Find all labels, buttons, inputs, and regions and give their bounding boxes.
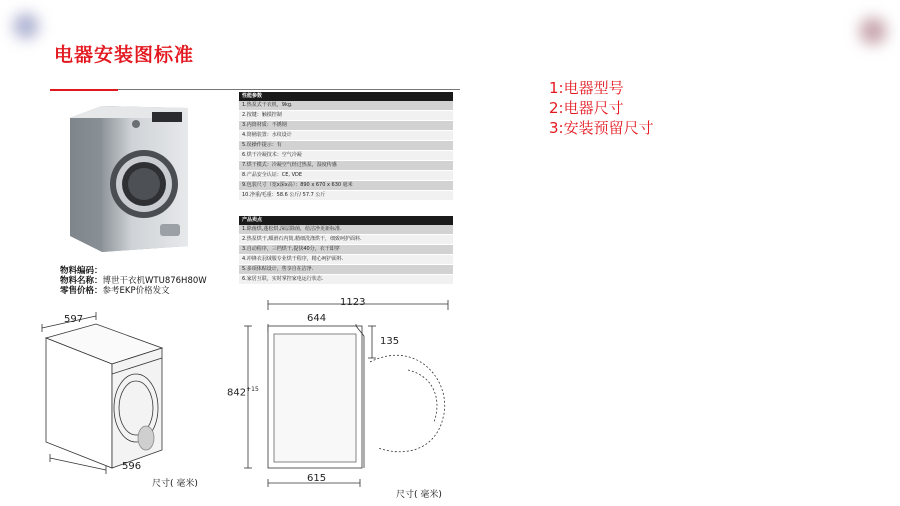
feature-row: 5.多项体贴设计，售享自在洁净. [239, 265, 453, 275]
material-name-line [60, 276, 207, 286]
spec-row: 10.净重/毛重：58.6 公斤/ 57.7 公斤 [239, 191, 453, 201]
retail-price-line [60, 286, 207, 296]
spec-row: 3.内筒材质：不锈钢 [239, 121, 453, 131]
feature-row: 4.冲锋衣羽绒服专业烘干程序，精心呵护面料. [239, 255, 453, 265]
feature-row: 1.除菌烘,蓬松烘,深层除菌，给洁净更新标准. [239, 225, 453, 235]
material-code-label: 物料编码： [60, 266, 103, 276]
legend-item-size: 2:电器尺寸 [549, 99, 624, 117]
material-code-line [60, 266, 207, 276]
page-title: 电器安装图标准 [54, 44, 195, 66]
spec-row: 7.烘干模式：冷凝空气经过热泵，湿度传感 [239, 161, 453, 171]
iso-unit-label: 尺寸( 毫米) [152, 479, 198, 489]
retail-price-value: 参考EKP价格发文 [102, 286, 170, 296]
decor-blob-left [8, 8, 44, 44]
iso-depth-label: 596 [122, 461, 142, 472]
title-underline [50, 89, 118, 91]
product-info [60, 266, 207, 296]
features-table [239, 216, 453, 285]
legend-item-model: 1:电器型号 [549, 79, 624, 97]
iso-width-label: 597 [64, 314, 84, 325]
decor-blob-right [854, 12, 892, 50]
material-name-value: 博世干衣机WTU876H80W [102, 276, 207, 286]
spec-row: 8.产品安全认证：CE, VDE [239, 171, 453, 181]
spec-row: 2.按键：触摸控制 [239, 111, 453, 121]
body-depth-label: 644 [307, 313, 327, 324]
spec-row: 5.误操作提示：有 [239, 141, 453, 151]
performance-table [239, 92, 453, 201]
legend [549, 78, 654, 138]
feature-row: 2.热泵烘干,順滑石内筒,精细洗涤烘干，细致呵护面料. [239, 235, 453, 245]
performance-header: 性能参数 [239, 92, 453, 101]
total-depth-label: 1123 [340, 297, 366, 308]
spec-row: 9.包装尺寸（宽x深x高）：890 x 670 x 630 毫米 [239, 181, 453, 191]
isometric-drawing [36, 308, 196, 478]
height-tolerance: +15 [246, 386, 259, 393]
side-unit-label: 尺寸( 毫米) [396, 490, 442, 500]
spec-row: 4.筒桶装置：水纹设计 [239, 131, 453, 141]
dryer-product-image [62, 96, 192, 256]
legend-item-reserve: 3:安装预留尺寸 [549, 119, 654, 137]
side-view-drawing [238, 298, 468, 488]
feature-row: 6.家居互联，实时掌控家电运行状态. [239, 275, 453, 285]
material-name-label: 物料名称： [60, 276, 103, 286]
door-offset-label: 135 [380, 336, 400, 347]
feature-row: 3.自动程序，三档烘干,提快40分，衣干即穿 [239, 245, 453, 255]
divider-line [118, 89, 460, 90]
height-label [227, 386, 259, 398]
base-depth-label: 615 [307, 473, 327, 484]
spec-row: 6.烘干冷凝技术：空气冷凝 [239, 151, 453, 161]
spec-row: 1.热泵式干衣机，9kg. [239, 101, 453, 111]
features-header: 产品卖点 [239, 216, 453, 225]
height-value: 842 [227, 387, 247, 399]
retail-price-label: 零售价格： [60, 286, 103, 296]
